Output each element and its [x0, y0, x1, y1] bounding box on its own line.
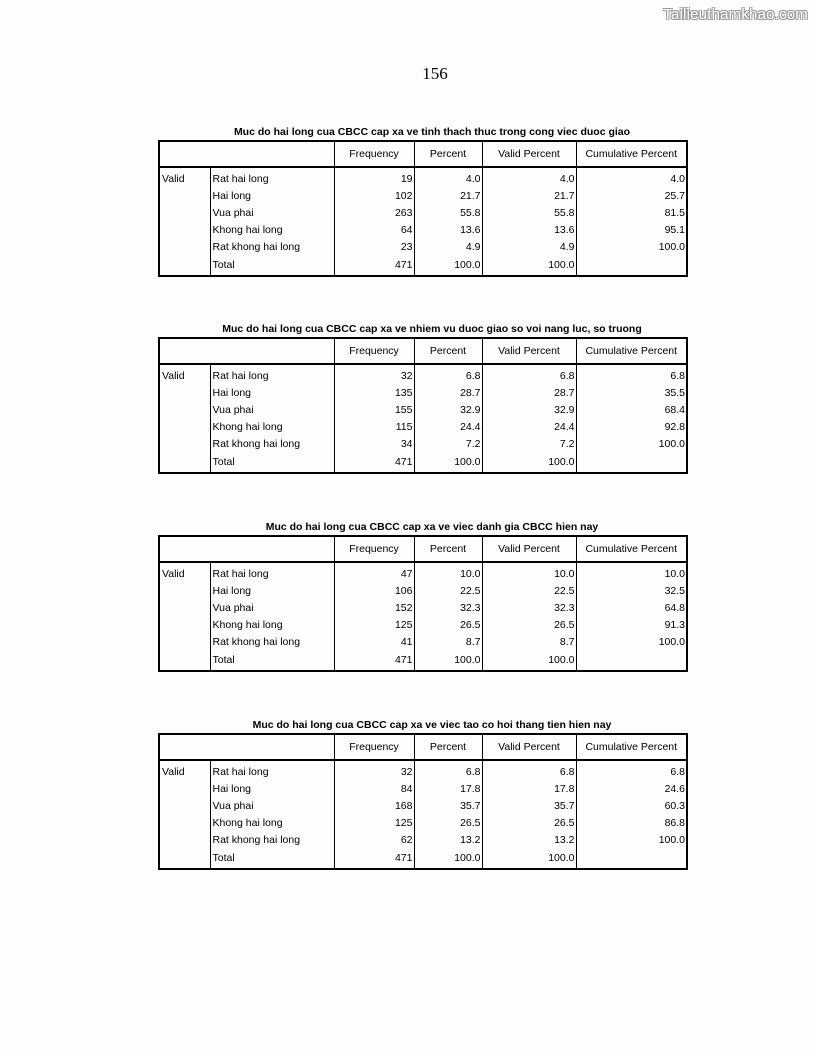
- cell-percent: 26.5: [414, 616, 482, 633]
- column-header: Percent: [414, 734, 482, 760]
- table-row: [159, 797, 687, 814]
- column-header: Frequency: [334, 338, 414, 364]
- table-row: [159, 633, 687, 650]
- cell-cumulative-percent: 4.0: [576, 167, 687, 187]
- cell-valid-percent: 13.6: [482, 221, 576, 238]
- cell-valid-percent: 10.0: [482, 562, 576, 582]
- cell-valid-percent: 100.0: [482, 255, 576, 276]
- row-label: Rat khong hai long: [210, 238, 334, 255]
- column-header: Cumulative Percent: [576, 338, 687, 364]
- row-group-cell: Valid: [159, 364, 210, 384]
- row-group-cell: [159, 814, 210, 831]
- header-empty-cell: [210, 536, 334, 562]
- column-header: Percent: [414, 141, 482, 167]
- cell-valid-percent: 32.9: [482, 401, 576, 418]
- row-label: Vua phai: [210, 204, 334, 221]
- cell-valid-percent: 17.8: [482, 780, 576, 797]
- cell-percent: 35.7: [414, 797, 482, 814]
- row-group-cell: [159, 848, 210, 869]
- cell-frequency: 84: [334, 780, 414, 797]
- cell-cumulative-percent: 64.8: [576, 599, 687, 616]
- row-group-cell: [159, 780, 210, 797]
- cell-percent: 100.0: [414, 452, 482, 473]
- row-group-cell: [159, 650, 210, 671]
- cell-percent: 55.8: [414, 204, 482, 221]
- cell-percent: 13.6: [414, 221, 482, 238]
- row-label: Khong hai long: [210, 221, 334, 238]
- cell-percent: 22.5: [414, 582, 482, 599]
- cell-percent: 13.2: [414, 831, 482, 848]
- cell-frequency: 19: [334, 167, 414, 187]
- cell-percent: 28.7: [414, 384, 482, 401]
- row-label: Hai long: [210, 780, 334, 797]
- row-label: Hai long: [210, 384, 334, 401]
- table-row: [159, 814, 687, 831]
- column-header: Valid Percent: [482, 141, 576, 167]
- table-title: Muc do hai long cua CBCC cap xa ve nhiem vu duoc giao so voi nang luc, so truong: [222, 323, 642, 335]
- table-row: [159, 384, 687, 401]
- cell-percent: 10.0: [414, 562, 482, 582]
- watermark-text: Tailieuthamkhao.com: [663, 6, 808, 23]
- table-row: [159, 418, 687, 435]
- cell-frequency: 471: [334, 452, 414, 473]
- cell-percent: 17.8: [414, 780, 482, 797]
- cell-percent: 6.8: [414, 760, 482, 780]
- column-header: Valid Percent: [482, 536, 576, 562]
- cell-valid-percent: 100.0: [482, 452, 576, 473]
- cell-cumulative-percent: 6.8: [576, 364, 687, 384]
- cell-valid-percent: 8.7: [482, 633, 576, 650]
- cell-frequency: 125: [334, 814, 414, 831]
- cell-percent: 100.0: [414, 650, 482, 671]
- cell-valid-percent: 7.2: [482, 435, 576, 452]
- cell-cumulative-percent: 60.3: [576, 797, 687, 814]
- row-label: Hai long: [210, 187, 334, 204]
- cell-valid-percent: 21.7: [482, 187, 576, 204]
- cell-valid-percent: 22.5: [482, 582, 576, 599]
- row-label: Rat khong hai long: [210, 435, 334, 452]
- cell-percent: 100.0: [414, 255, 482, 276]
- row-group-cell: Valid: [159, 167, 210, 187]
- row-group-cell: [159, 435, 210, 452]
- table-row: [159, 364, 687, 384]
- cell-frequency: 471: [334, 650, 414, 671]
- header-empty-cell: [159, 338, 210, 364]
- cell-frequency: 23: [334, 238, 414, 255]
- row-group-cell: [159, 582, 210, 599]
- frequency-table-block: [158, 520, 686, 672]
- cell-percent: 4.9: [414, 238, 482, 255]
- table-row: [159, 599, 687, 616]
- cell-frequency: 32: [334, 364, 414, 384]
- cell-cumulative-percent: [576, 452, 687, 473]
- table-row: [159, 238, 687, 255]
- cell-frequency: 34: [334, 435, 414, 452]
- table-row: [159, 452, 687, 473]
- cell-cumulative-percent: [576, 650, 687, 671]
- cell-frequency: 32: [334, 760, 414, 780]
- cell-frequency: 64: [334, 221, 414, 238]
- table-row: [159, 167, 687, 187]
- row-group-cell: Valid: [159, 562, 210, 582]
- row-group-cell: [159, 616, 210, 633]
- column-header: Percent: [414, 536, 482, 562]
- row-group-cell: [159, 797, 210, 814]
- table-row: [159, 831, 687, 848]
- row-group-cell: [159, 238, 210, 255]
- row-label: Rat khong hai long: [210, 831, 334, 848]
- row-label: Rat hai long: [210, 167, 334, 187]
- cell-cumulative-percent: [576, 255, 687, 276]
- cell-frequency: 102: [334, 187, 414, 204]
- frequency-table: [158, 337, 688, 474]
- cell-valid-percent: 6.8: [482, 760, 576, 780]
- frequency-table-block: [158, 322, 686, 474]
- column-header: Cumulative Percent: [576, 734, 687, 760]
- table-row: [159, 401, 687, 418]
- frequency-table: [158, 535, 688, 672]
- cell-percent: 24.4: [414, 418, 482, 435]
- row-label: Vua phai: [210, 401, 334, 418]
- cell-frequency: 115: [334, 418, 414, 435]
- row-group-cell: [159, 831, 210, 848]
- cell-cumulative-percent: 100.0: [576, 633, 687, 650]
- frequency-table-block: [158, 125, 686, 277]
- cell-percent: 21.7: [414, 187, 482, 204]
- cell-percent: 100.0: [414, 848, 482, 869]
- table-title: Muc do hai long cua CBCC cap xa ve tinh thach thuc trong cong viec duoc giao: [233, 126, 631, 138]
- header-empty-cell: [210, 734, 334, 760]
- header-empty-cell: [159, 141, 210, 167]
- cell-cumulative-percent: 100.0: [576, 831, 687, 848]
- cell-cumulative-percent: 86.8: [576, 814, 687, 831]
- row-label: Rat hai long: [210, 760, 334, 780]
- table-row: [159, 582, 687, 599]
- cell-valid-percent: 24.4: [482, 418, 576, 435]
- column-header: Valid Percent: [482, 734, 576, 760]
- cell-cumulative-percent: 100.0: [576, 435, 687, 452]
- cell-frequency: 47: [334, 562, 414, 582]
- row-label: Khong hai long: [210, 814, 334, 831]
- cell-valid-percent: 28.7: [482, 384, 576, 401]
- header-empty-cell: [159, 734, 210, 760]
- row-label: Total: [210, 255, 334, 276]
- cell-frequency: 152: [334, 599, 414, 616]
- cell-valid-percent: 32.3: [482, 599, 576, 616]
- row-label: Khong hai long: [210, 616, 334, 633]
- row-label: Rat khong hai long: [210, 633, 334, 650]
- row-group-cell: [159, 633, 210, 650]
- cell-valid-percent: 6.8: [482, 364, 576, 384]
- cell-cumulative-percent: 10.0: [576, 562, 687, 582]
- cell-frequency: 135: [334, 384, 414, 401]
- row-group-cell: [159, 599, 210, 616]
- cell-frequency: 471: [334, 255, 414, 276]
- table-row: [159, 848, 687, 869]
- table-row: [159, 255, 687, 276]
- cell-frequency: 62: [334, 831, 414, 848]
- cell-frequency: 106: [334, 582, 414, 599]
- table-row: [159, 221, 687, 238]
- row-label: Vua phai: [210, 599, 334, 616]
- row-group-cell: [159, 187, 210, 204]
- row-label: Hai long: [210, 582, 334, 599]
- table-row: [159, 616, 687, 633]
- header-empty-cell: [210, 141, 334, 167]
- cell-cumulative-percent: 35.5: [576, 384, 687, 401]
- cell-percent: 7.2: [414, 435, 482, 452]
- cell-frequency: 471: [334, 848, 414, 869]
- column-header: Frequency: [334, 734, 414, 760]
- cell-cumulative-percent: 100.0: [576, 238, 687, 255]
- row-group-cell: [159, 401, 210, 418]
- row-group-cell: [159, 255, 210, 276]
- cell-cumulative-percent: 32.5: [576, 582, 687, 599]
- cell-frequency: 263: [334, 204, 414, 221]
- table-row: [159, 562, 687, 582]
- table-row: [159, 187, 687, 204]
- table-title: Muc do hai long cua CBCC cap xa ve viec danh gia CBCC hien nay: [265, 521, 599, 533]
- table-row: [159, 780, 687, 797]
- row-label: Total: [210, 650, 334, 671]
- column-header: Percent: [414, 338, 482, 364]
- row-label: Vua phai: [210, 797, 334, 814]
- table-row: [159, 650, 687, 671]
- cell-valid-percent: 4.0: [482, 167, 576, 187]
- page-number: 156: [422, 64, 448, 83]
- table-row: [159, 204, 687, 221]
- header-empty-cell: [159, 536, 210, 562]
- row-group-cell: [159, 452, 210, 473]
- row-label: Rat hai long: [210, 364, 334, 384]
- cell-cumulative-percent: 91.3: [576, 616, 687, 633]
- cell-valid-percent: 100.0: [482, 650, 576, 671]
- cell-valid-percent: 13.2: [482, 831, 576, 848]
- row-label: Rat hai long: [210, 562, 334, 582]
- cell-frequency: 125: [334, 616, 414, 633]
- cell-percent: 4.0: [414, 167, 482, 187]
- cell-valid-percent: 35.7: [482, 797, 576, 814]
- column-header: Cumulative Percent: [576, 141, 687, 167]
- table-header-row: [159, 536, 687, 562]
- column-header: Cumulative Percent: [576, 536, 687, 562]
- cell-percent: 32.3: [414, 599, 482, 616]
- frequency-table: [158, 733, 688, 870]
- cell-cumulative-percent: 95.1: [576, 221, 687, 238]
- frequency-table-block: [158, 718, 686, 870]
- cell-frequency: 168: [334, 797, 414, 814]
- cell-valid-percent: 26.5: [482, 616, 576, 633]
- cell-cumulative-percent: 81.5: [576, 204, 687, 221]
- column-header: Frequency: [334, 536, 414, 562]
- row-group-cell: [159, 204, 210, 221]
- frequency-table: [158, 140, 688, 277]
- table-header-row: [159, 734, 687, 760]
- table-row: [159, 760, 687, 780]
- row-label: Khong hai long: [210, 418, 334, 435]
- cell-cumulative-percent: [576, 848, 687, 869]
- table-header-row: [159, 338, 687, 364]
- cell-frequency: 155: [334, 401, 414, 418]
- cell-valid-percent: 26.5: [482, 814, 576, 831]
- cell-cumulative-percent: 92.8: [576, 418, 687, 435]
- row-group-cell: [159, 221, 210, 238]
- cell-percent: 32.9: [414, 401, 482, 418]
- table-header-row: [159, 141, 687, 167]
- cell-valid-percent: 4.9: [482, 238, 576, 255]
- row-label: Total: [210, 452, 334, 473]
- cell-percent: 8.7: [414, 633, 482, 650]
- column-header: Frequency: [334, 141, 414, 167]
- cell-percent: 6.8: [414, 364, 482, 384]
- row-group-cell: [159, 418, 210, 435]
- row-group-cell: Valid: [159, 760, 210, 780]
- table-row: [159, 435, 687, 452]
- cell-valid-percent: 55.8: [482, 204, 576, 221]
- cell-frequency: 41: [334, 633, 414, 650]
- row-label: Total: [210, 848, 334, 869]
- table-title: Muc do hai long cua CBCC cap xa ve viec tao co hoi thang tien hien nay: [252, 719, 612, 731]
- cell-cumulative-percent: 6.8: [576, 760, 687, 780]
- cell-cumulative-percent: 68.4: [576, 401, 687, 418]
- cell-cumulative-percent: 25.7: [576, 187, 687, 204]
- cell-cumulative-percent: 24.6: [576, 780, 687, 797]
- header-empty-cell: [210, 338, 334, 364]
- column-header: Valid Percent: [482, 338, 576, 364]
- cell-percent: 26.5: [414, 814, 482, 831]
- row-group-cell: [159, 384, 210, 401]
- cell-valid-percent: 100.0: [482, 848, 576, 869]
